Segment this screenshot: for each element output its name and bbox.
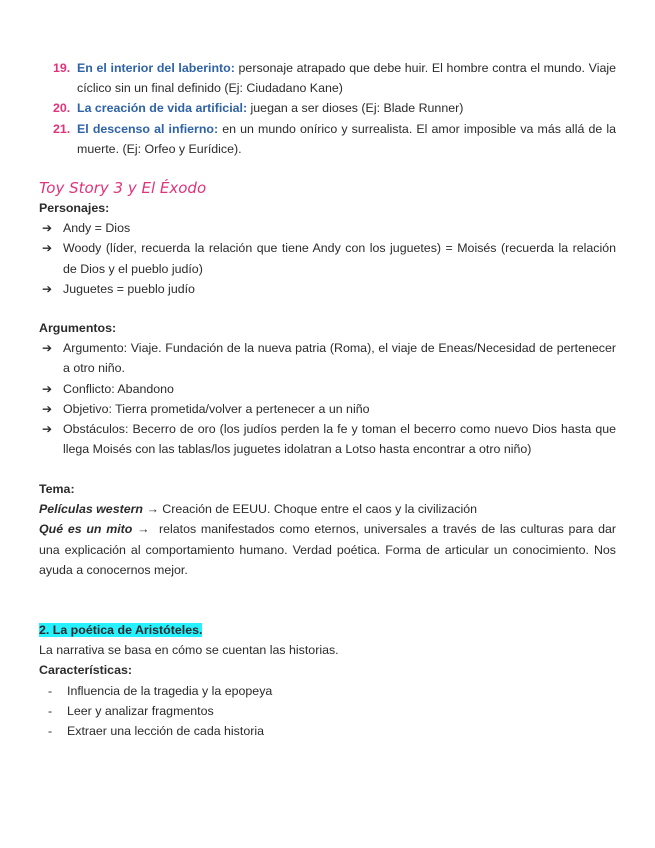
list-item (39, 681, 616, 701)
item-text: juegan a ser dioses (Ej: Blade Runner) (247, 101, 464, 116)
right-arrow-icon: → (146, 502, 159, 517)
arrow-bullet-icon: ➔ (42, 221, 53, 236)
section-2-intro: La narrativa se basa en cómo se cuentan las historias. (39, 643, 339, 658)
item-text: personaje atrapado que debe huir. El hombre contra el mundo. Viaje cíclico sin un final definido (Ej: Ciudadano Kane) (77, 61, 616, 96)
list-item (39, 419, 616, 459)
item-text: Leer y analizar fragmentos (67, 703, 214, 718)
item-text: Juguetes = pueblo judío (63, 281, 195, 296)
dash-bullet: - (48, 724, 53, 739)
dash-bullet: - (48, 683, 53, 698)
arrow-bullet-icon: ➔ (42, 341, 53, 356)
item-term: En el interior del laberinto: (77, 61, 235, 75)
item-text: Andy = Dios (63, 221, 131, 236)
personajes-section (39, 198, 616, 299)
argumentos-heading: Argumentos: (39, 321, 117, 335)
item-number: 20. (53, 101, 71, 116)
tema-heading: Tema: (39, 482, 75, 496)
section-2-title: 2. La poética de Aristóteles. (39, 623, 203, 637)
list-item (39, 701, 616, 721)
item-text: Woody (líder, recuerda la relación que tiene Andy con los juguetes) = Moisés (recuerda la relación de Dios y el pueblo judío) (63, 241, 616, 276)
mito-label: Qué es un mito (39, 522, 133, 537)
list-item (39, 399, 616, 419)
list-item (39, 98, 616, 118)
item-text: en un mundo onírico y surrealista. El amor imposible va más allá de la muerte. (Ej: Orfeo y Eurídice). (77, 121, 616, 156)
list-item (39, 279, 616, 299)
section-2-title-line (39, 620, 616, 640)
list-item (39, 218, 616, 238)
list-item (39, 721, 616, 741)
list-item (39, 58, 616, 98)
tema-line-western (39, 499, 616, 519)
tema-line-mito (39, 519, 616, 580)
item-text: Extraer una lección de cada historia (67, 724, 264, 739)
right-arrow-icon: → (137, 522, 150, 537)
arrow-bullet-icon: ➔ (42, 422, 53, 437)
item-text: Objetivo: Tierra prometida/volver a pertenecer a un niño (63, 401, 370, 416)
mito-text: relatos manifestados como eternos, universales a través de las culturas para dar una explicación al comportamiento humano. Verdad poética. Forma de articular un conocimiento. Nos ayuda a conocernos mejor. (39, 522, 616, 577)
arrow-bullet-icon: ➔ (42, 241, 53, 256)
section-subtitle: Toy Story 3 y El Éxodo (39, 179, 207, 197)
list-item (39, 338, 616, 378)
western-text: Creación de EEUU. Choque entre el caos y la civilización (162, 502, 478, 517)
item-text: Argumento: Viaje. Fundación de la nueva patria (Roma), el viaje de Eneas/Necesidad de pertenecer a otro niño. (63, 341, 616, 376)
tema-section (39, 479, 616, 580)
item-text: Obstáculos: Becerro de oro (los judíos perden la fe y toman el becerro como nuevo Dios hasta que llega Moisés con las tablas/los juguetes idolatran a Lotso hasta encontrar a otro niño) (63, 422, 616, 457)
item-text: Conflicto: Abandono (63, 381, 174, 396)
list-item (39, 379, 616, 399)
list-item (39, 238, 616, 278)
personajes-heading: Personajes: (39, 201, 110, 215)
item-term: El descenso al infierno: (77, 121, 219, 136)
item-term: La creación de vida artificial: (77, 101, 248, 116)
arrow-bullet-icon: ➔ (42, 281, 53, 296)
numbered-list (39, 58, 616, 159)
list-item (39, 119, 616, 159)
item-number: 21. (53, 121, 71, 136)
argumentos-section (39, 318, 616, 459)
section-2 (39, 620, 616, 741)
western-label: Películas western (39, 502, 143, 517)
arrow-bullet-icon: ➔ (42, 401, 53, 416)
item-text: Influencia de la tragedia y la epopeya (67, 683, 273, 698)
arrow-bullet-icon: ➔ (42, 381, 53, 396)
item-number: 19. (53, 61, 71, 75)
caracteristicas-heading: Características: (39, 663, 132, 678)
dash-bullet: - (48, 703, 53, 718)
